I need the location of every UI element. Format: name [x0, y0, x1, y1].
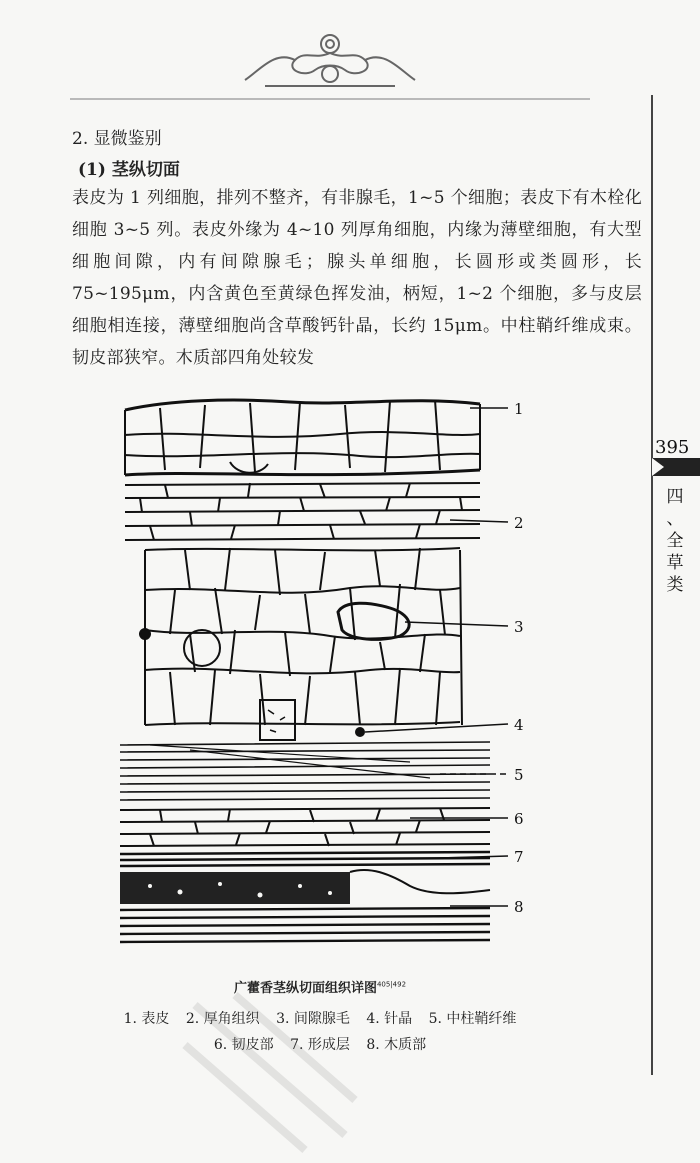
caption-text: 广藿香茎纵切面组织详图: [233, 981, 377, 996]
figure-label: 2: [514, 514, 524, 532]
legend-item: 3. 间隙腺毛: [276, 1011, 350, 1027]
legend-item: 4. 针晶: [366, 1011, 413, 1027]
figure-label: 7: [514, 848, 524, 866]
figure-label: 3: [514, 618, 524, 636]
legend-item: 2. 厚角组织: [185, 1011, 260, 1027]
page-number: 395: [655, 437, 690, 458]
header-rule: [70, 98, 590, 100]
caption-reference: 405|492: [376, 980, 407, 989]
margin-rule: [651, 95, 653, 1075]
figure-label: 8: [514, 898, 524, 916]
stem-section-illustration: [110, 390, 530, 950]
figure-label: 4: [514, 716, 524, 734]
legend-item: 5. 中柱鞘纤维: [428, 1011, 517, 1027]
sub-title: (1) 茎纵切面: [78, 160, 180, 180]
figure-label: 5: [514, 766, 524, 784]
watermark-stamp: [175, 985, 365, 1155]
chapter-tab-arrow: [652, 458, 664, 476]
legend-item: 1. 表皮: [123, 1011, 170, 1027]
legend-item: 7. 形成层: [290, 1037, 350, 1053]
figure-label: 6: [514, 810, 524, 828]
legend-item: 8. 木质部: [366, 1037, 427, 1053]
body-paragraph: 表皮为 1 列细胞，排列不整齐，有非腺毛，1~5 个细胞；表皮下有木栓化细胞 3~5 列。表皮外缘为 4~10 列厚角细胞，内缘为薄壁细胞，有大型细胞间隙，内有间隙腺毛；腺头单细胞，长圆形或类圆形，长 75~195μm，内含黄色至黄绿色挥发油，柄短，1~2 个细胞，多与皮层细胞相连接，薄壁细胞尚含草酸钙针晶，长约 15μm。中柱鞘纤维成束。韧皮部狭窄。木质部四角处较发: [72, 188, 642, 368]
legend-item: 6. 韧皮部: [213, 1037, 274, 1053]
section-title: 2. 显微鉴别: [72, 129, 162, 149]
chapter-label: 四 、 全 草 类: [666, 487, 684, 595]
figure-label: 1: [514, 400, 524, 418]
header-ornament: [235, 30, 425, 92]
